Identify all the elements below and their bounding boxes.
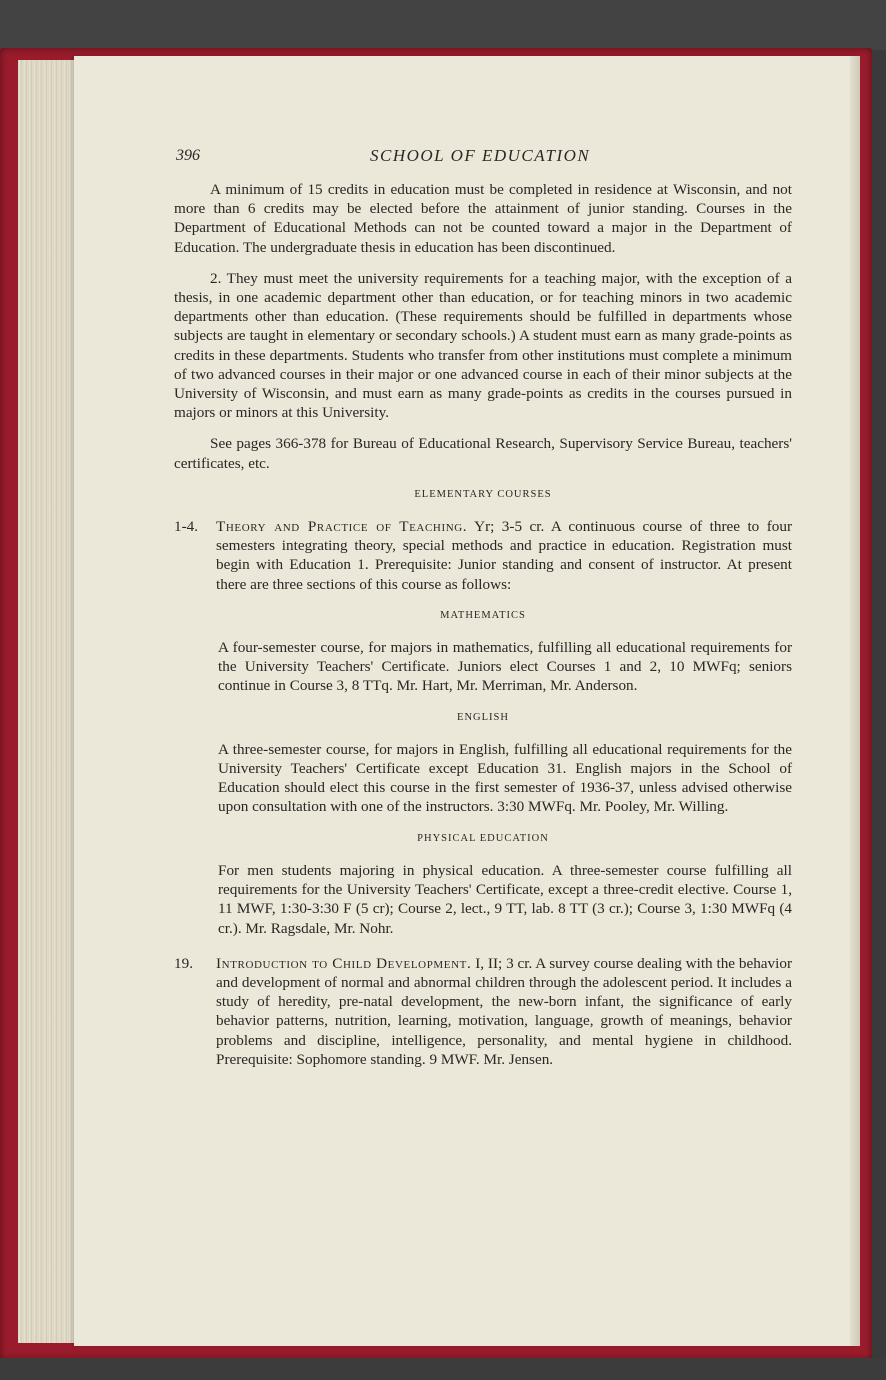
section-heading-elementary-courses: ELEMENTARY COURSES bbox=[414, 488, 552, 500]
subsection-heading-mathematics: MATHEMATICS bbox=[440, 609, 526, 621]
running-head bbox=[174, 140, 792, 164]
paragraph-see-pages: See pages 366-378 for Bureau of Educational Research, Supervisory Service Bureau, teachers' certificates, etc. bbox=[174, 435, 792, 472]
background-top bbox=[0, 0, 886, 50]
course-description bbox=[216, 954, 792, 1069]
page-right-edge bbox=[850, 56, 860, 1346]
course-number: 19. bbox=[174, 954, 193, 972]
paragraph-residence-credits: A minimum of 15 credits in education must be completed in residence at Wisconsin, and not more than 6 credits may be elected before the attainment of junior standing. Courses in the Department of Educational Methods can not be counted toward a major in the Department of Education. The undergraduate thesis in education has been discontinued. bbox=[174, 181, 792, 256]
course-1-4 bbox=[174, 517, 792, 594]
subsection-physical-education-text: For men students majoring in physical education. A three-semester course fulfilling all requirements for the University Teachers' Certificate, except a three-credit elective. Course 1, 11 MWF, 1:30-3:30 F (5 cr); Course 2, lect., 9 TT, lab. 8 TT (3 cr.); Course 3, 1:30 MWFq (4 cr.). Mr. Ragsdale, Mr. Nohr. bbox=[218, 861, 792, 937]
page-edges bbox=[18, 60, 78, 1343]
subsection-heading-physical-education: PHYSICAL EDUCATION bbox=[417, 832, 549, 844]
course-description bbox=[216, 517, 792, 594]
course-number: 1-4. bbox=[174, 518, 199, 536]
page-content bbox=[174, 140, 792, 1069]
subsection-english-text: A three-semester course, for majors in English, fulfilling all educational requirements for the University Teachers' Certificate except Education 31. English majors in the School of Education should elect this course in the first semester of 1936-37, unless advised otherwise upon consultation with one of the instructors. 3:30 MWFq. Mr. Pooley, Mr. Willing. bbox=[218, 740, 792, 816]
page-title: SCHOOL OF EDUCATION bbox=[370, 146, 591, 165]
course-text: I, II; 3 cr. A survey course dealing with the behavior and development of normal and abnormal children through the adolescent period. It includes a study of heredity, pre-natal development, the new-born infant, the significance of early behavior patterns, nutrition, learning, motivation, language, growth of meanings, behavior problems and discipline, intelligence, personality, and mental hygiene in childhood. Prerequisite: Sophomore standing. 9 MWF. Mr. Jensen. bbox=[216, 954, 792, 1068]
course-19 bbox=[174, 954, 792, 1069]
page-number: 396 bbox=[176, 147, 200, 164]
course-text: Yr; 3-5 cr. A continuous course of three to four semesters integrating theory, special methods and practice in education. Registration must begin with Education 1. Prerequisite: Junior standing and consent of instructor. At present there are three sections of this course as follows: bbox=[216, 518, 793, 593]
background-bottom bbox=[0, 1358, 886, 1380]
subsection-heading-english: ENGLISH bbox=[457, 711, 509, 723]
course-title: Introduction to Child Development. bbox=[216, 954, 472, 972]
paragraph-teaching-major: 2. They must meet the university requirements for a teaching major, with the exception of a thesis, in one academic department other than education, or for teaching minors in two academic departments other than education. (These requirements should be fulfilled in departments whose subjects are taught in elementary or secondary schools.) A student must earn as many grade-points as credits in these departments. Students who transfer from other institutions must complete a minimum of two advanced courses in their major or one advanced course in each of their minor subjects at the University of Wisconsin, and must earn as many grade-points as credits in the courses pursued in majors or minors at this University. bbox=[174, 269, 792, 422]
subsection-mathematics-text: A four-semester course, for majors in mathematics, fulfilling all educational requirements for the University Teachers' Certificate. Juniors elect Courses 1 and 2, 10 MWFq; seniors continue in Course 3, 8 TTq. Mr. Hart, Mr. Merriman, Mr. Anderson. bbox=[218, 639, 792, 695]
course-title: Theory and Practice of Teaching. bbox=[216, 518, 468, 536]
